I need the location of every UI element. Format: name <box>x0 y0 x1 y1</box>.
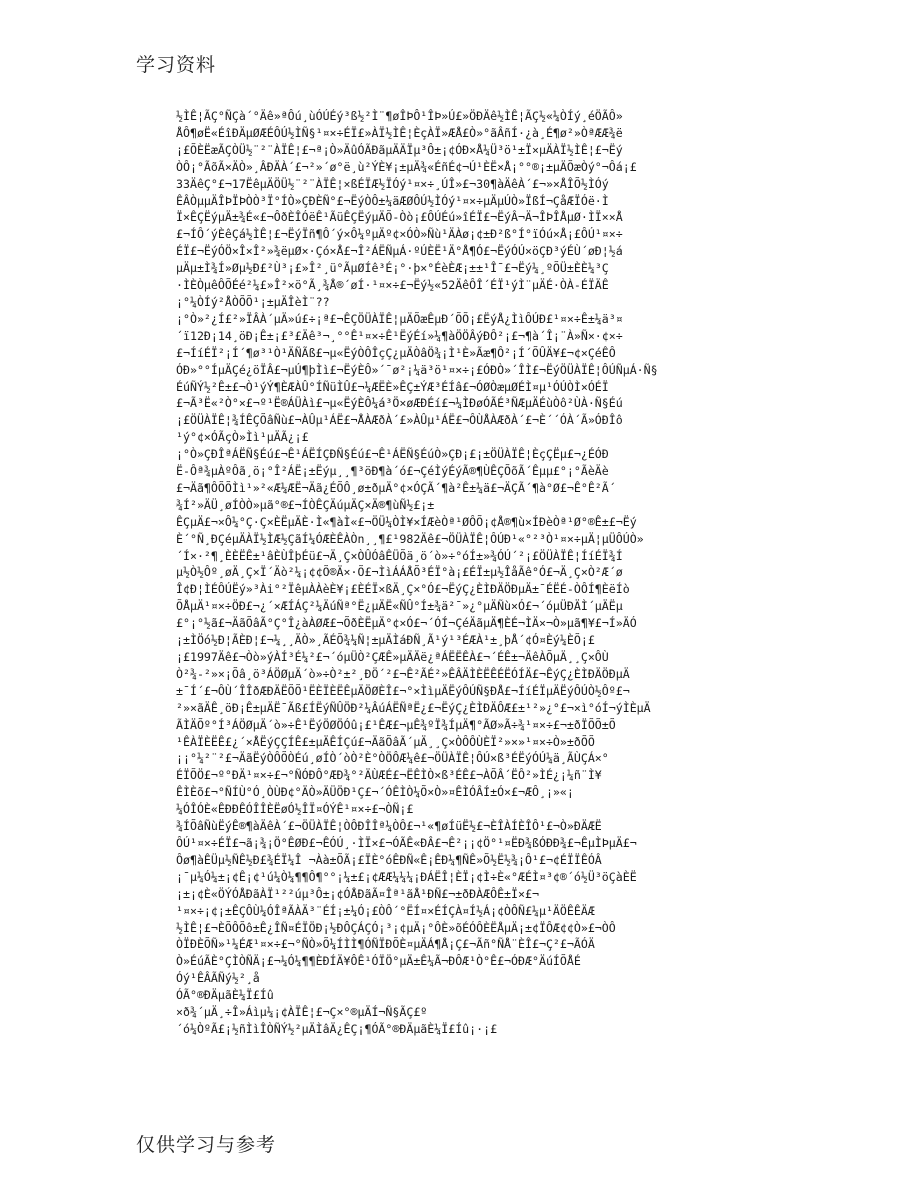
speech-opening: ´ó¼ÒºÃ£¡½ñÌìÎÒÑÝ½²µÄÌâÄ¿ÊÇ¡¶ÓÃ°®ÐÄµãÈ¼Ï£Íû¡·¡£ <box>176 1021 498 1036</box>
paragraph-1: ½ÌÊ¦ÃÇ°ÑÇà´°Äê»ªÔú¸ùÓÚÉý³ß½²Ì¨¶øÎÞÔ¹ÎÞ»Ú£»ÖÐÄê½ÌÊ¦ÃÇ½«¼ÒÍý¸éÖÃÔ» ÅÔ¶øË«ÉîÐÄµØÆÉÔÚ½ÌÑ§¹¤×÷ÉÏ£»ÀÏ½ÌÊ¦ÈçÀÏ»ÆÅ£Ò»°ãÂñÍ·¿à¸É¶ø²»ÒªÆÆ¾ë ¡£ÕÈËæÃÇÒÜ½¨²¨ÀÏÊ¦£¬ª¡Ò»ÄûÓÃÐãµÄÄÏµ³Ô±¡¢ÓÐ×Å¼Ü³ö¹±Ï×µÄÀÏ½ÌÊ¦£¬Ëý ÒÔ¡°ÃõÃ×ÄÒ»¸ÂÐÄÀ´£¬²»´ø°ë¸ù²ÝÈ¥¡±µÄ¾«ÉñÉ¢¬Ú¹ÈË×Å¡°°®¡±µÄÕæÒý°¬Ôá¡£ 33ÄêÇ°£¬17ËêµÄÖÜ½¨²¨ÀÏÊ¦×ßÉÏÆ½ÏÓý¹¤×÷¸ÚÎ»£¬30¶àÄêÀ´£¬»×ÅÎÕ½ÌÓý ÊÂÒµµÄÎÞÏÞÒÒ³Ï°ÍÒ»ÇÐÈÑ°£¬ËýÒÔ±¼äÆØÔÚ½ÌÓý¹¤×÷µÄµÚÒ»ÏßÍ¬ÇåÆÏÓë·Ì Ï×ÊÇËýµÄ±¾É«£¬ÔðÈÎÓëÊ¹ÃüÊÇËýµÄÕ-Òò¡£ÔÚÉú»îÉÏ£¬ËýÂ¬Ä¬ÎÞÎÅµØ·ÌÏ××Å £¬ÍÔ´ýÈêÇá½ÌÊ¦£¬ËýÏñ¶Ô´ý×Ô¼ºµÄº¢×ÓÒ»Ñù¹ÄÀø¡¢±Ð²ß°Í°ïÓú×Å¡£ÔÚ¹¤×÷ ÉÏ£¬ËýÓÖ×Î×Î²»¾ëµØ×·Çó×Å£¬Î²ÁËÑµÁ·ºÚÈË¹Ä°Å¶Ó£¬ËýÓÚ×öÇÐ³ýÉÙ´øÐ¦½á µÄµ±Ì¾Í»Øµ½Ð£²Ù³¡£»Î²¸ü°ÃµØÍê³É¡°·þ×°ÉèÈÆ¡±±¹Î¯£¬Ëý¼¸ºÕÜ±ÈÈ¼³Ç ·ÌÈÒµêÔÕÉé²¼£»Î²×ö°Ã¸¾Å®´øÍ·¹¤×÷£¬Ëý½«52ÄêÔÎ´ÉÏ¹ýÌ¨µÄÉ·ÒÀ-ÉÏÄÊ ¡°¼ÒÍý²ÅÒÕÕ¹¡±µÄÎèÌ¨?? <box>176 109 637 309</box>
speech-salutation: ×ð¾´µÄ¸÷Î»Áìµ¼¡¢ÀÏÊ¦£¬Ç×°®µÄÍ¬Ñ§ÃÇ£º <box>176 1005 428 1020</box>
paragraph-4: ¾ÍÕâÑùËýÊ®¶àÄêÀ´£¬ÖÜÀÏÊ¦ÒÔÐÎÎª¼ÒÔ£¬¹«¶øÍüË½£¬ÈÎÀÍÈÎÔ¹£¬Ò»ÐÄÆË ÔÚ¹¤×÷ÉÏ£¬ã¡¾¡Ö°ÊØÐ£¬ÊÓÚ¸·ÌÏ×£¬ÓÃÊ«ÐÂ£¬Ê²¡¡¢Ö°¹¤ËÐ¾ßÓÐÐ¾£¬ÊµÌÞµÄ£¬ Ôø¶àÊÜµ½ÑÊ½Ð£¾ÉÏ¼Î ¬Àà±ÕÃ¡£ÏÈ°óÊÐÑ«Ê¡ÊÐ¼¶ÑÊ»Õ½Ë½¾¡Ô¹£¬¢ÉÏÏÊÓÂ ¡¯µ¼Ó¼±¡¢Ê¡¢¹ú¼Ò¼¶¶Ô¶°°¡¼±£¡¢ÆÆ¼¼¼¡ÐÁËÎ¦ÈÏ¡¢Ì÷È«°ÆÉÌ¤³¢®´ó½Ü³öÇàÈË ¡±¡¢È«ÖÝÓÅÐãÀÏ¹²²úµ³Ô±¡¢ÓÅÐãÃ¤Îª¹ãÅ¹ÐÑ£¬±ðÐÀÆÔÊ±Ï×£¬ ¹¤×÷¡¢¡±ÊÇÔÙ¼ÓÎªÃÀÄ³¨ÉÍ¡±¼Ó¡£ÒÔ´°ËÍ¤×ÉÍÇÀ¤Í½Á¡¢ÒÔÑ£¼µ¹ÄÖÊÊÄÆ ½ÌÊ¦£¬ÈÕÔÕô±Ê¿ÎÑ¤ÉÏÖÐ¡½ÐÔÇÁÇÓ¡³¡¢µÄ¡°ÔÈ»õÉÓÔÈËÅµÄ¡±¢ÏÔÆ¢¢Ò»£¬ÒÔ ÒÏÐÈÕÑ»¹¼ÉÆ¹¤×÷£¬°ÑÒ»Õ¼ÍÌÌ¶ÓÑÏÐÕÈ¤µÄÁ¶Å¡Ç£¬Ãñ°ÑÅ¨ÈÎ£¬Ç²£¬ÃÓÄ Ò»ÉúÃÈ°ÇÌÒÑÄ¡£¬¼Ó¼¶¶ÈÐÍÄ¥ÔÊ¹ÓÏÖ°µÄ±Ê¼Ã¬ÐÔÆ¹Ò°Ê£¬ÓÐÆ°ÄúÍÕÅÉ Óý¹ÊÂÃÑý½²¸å <box>176 819 637 986</box>
paragraph-3: ¡°Ò»ÇÐÎªÁËÑ§Éú£¬Ê¹ÁËÍÇÐÑ§Éú£¬Ê¹ÁËÑ§ÉúÒ»ÇÐ¡£¡±ÖÜÀÏÊ¦ÈçÇËµ£¬¿ÉÓÐ Ë-Ôª¾µÀºÔã¸ö¡°Î²ÁË¡±Ëýµ¸¸¶³öÐ¶à´ó£¬ÇéÌýÉýÃ®¶ÙÊÇÕõÃ´Êµµ£°¡°ÃèÄè £¬Äã¶ÔÕÕÌì¹»²«Æ¼ÆË¬Äã¿ÉÕÔ¸ø±ðµÄ°¢×ÓÇÃ´¶à²Ê±¼ä£¬ÄÇÃ´¶à°Ø£¬Ê°Ê²Ã´ ¾Í²»ÄÜ¸øÍÒÒ»µã°®£¬ÍÒÊÇÄúµÄÇ×Ä®¶ùÑ½£¡± ÊÇµÄ£¬×Ô¼°Ç·Ç×ÈËµÄÈ·Ì«¶àÌ«£¬ÖÜ¼ÒÌ¥×ÍÆèÒª¹ØÔÕ¡¢Å®¶ù×ÍÐèÒª¹Ø°®Ê±£¬Ëý È´°Ñ¸ÐÇéµÄÀÏ½ÌÆ½ÇãÍ¼ÓÆÈÊÀÒn¸¸¶£¹982Äê£¬ÖÜÀÏÊ¦ÔÚÐ¹«°²³Ò¹¤×÷µÄ¦µÜÔÚÒ» ´Í×·²¶¸ÈÈËÊ±¹âÈÙÎþÉü£¬Ä¸Ç×ÒÛÓâÊÜÕä¸ö´ò»÷°óÍ±»¾ÓÚ´²¡£ÖÜÀÏÊ¦ÍíÉÏ¾Í µ½Ò½Ôº¸øÄ¸Ç×Ï´Äò²¼¡¢¢Õ®Ä×·Õ£¬ÌìÁÁÅÕ³ÉÏ°à¡£ÉÏ±µ½ÎåÃê°Ó£¬Ä¸Ç×Ò²Æ´ø Î¢Ð¦ÌÉÔÚËý»³Ài°²ÏêµÀÀèÈ¥¡£ÈÉÏ×ßÄ¸Ç×°Ó£¬ËýÇ¿ÈÌÐÄÖÐµÄ±¯ÉËÉ-ÒÔÍ¶ÈëÍò ÕÅµÄ¹¤×÷ÖÐ£¬¿´×ÆÍÁÇ²¼ÄúÑª°Ë¿µÄË«ÑÛ°Í±¾ä²¯»¿°µÄÑù×Ó£¬´óµÜÐÄÌ´µÄËµ £°¡°½ã£¬ÄãÕâÃ°Ç°Î¿àÀØÆ£¬ÕðÈËµÄ°¢×Ó£¬´ÓÍ¬ÇéÄãµÄ¶ÈÉ¬ÌÄ×¬Ò»µã¶¥£¬Í»ÄÓ ¡±ÌÖó½Ð¦ÃÈÐ¦£¬¼¸¸ÄÒ»¸ÃÉÕ¾¼Ñ¦±µÄÌáÐÑ¸Ã¹ý¹³ÉÆÀ¹±¸þÅ´¢Ó¤Èý¼ÈÕ¡£ ¡£1997Äê£¬Òò»ýÀÍ³É¼²£¬´óµÜÒ²ÇÆÊ»µÄÄë¿ªÁËËÊÀ£¬´ÉÊ±¬ÄêÀÕµÄ¸¸Ç×ÔÙ Ò²¾-²»×¡Õâ¸ö³ÁÖØµÄ´ò»÷Ò²±²¸ÐÖ´²£¬Ê²ÃÉ²»ÊÂÄÌÈËÊÉËÓÍÄ£¬ÊýÇ¿ÈÌÐÄÖÐµÄ ±¯Í´£¬ÔÙ´ÎÎðÆÐÄËÕÕ¹ËÈÏÈËÊµÄÖØÈÎ£¬°×ÌìµÄËýÔÚÑ§ÐÅ£¬ÍíÉÏµÄËýÔÚÒ½Ôº£¬ ²»×ãÄÊ¸öÐ¡Ê±µÄË¯Ãß£ÍËýÑÛÖÐ²¼ÂúÁËÑªË¿£¬ËýÇ¿ÈÌÐÄÔÆ£±¹²»¿°£¬×ì°óÍ¬ýÌÈµÄ ÃÌÄÕº°Í³ÁÖØµÄ´ò»÷Ê¹ËýÖØÖÓû¡£¹ÊÆ£¬µÊ¾ºÏ¾ÍµÄ¶°ÃØ»Ã÷¾¹¤×÷£¬±ðÏÕÕ±Õ ¹ÊÀÏÈËÊ£¿´×ÅËýÇÇÍÊ£±µÄÊÍÇú£¬ÄãÕâÃ´µÄ¸¸Ç×ÒÔÔÙÈÏ²»×»¹¤×÷Ò»±ðÕÕ ¡¡°¼²¨²£¬ÄãËýÒÔÕÒÉú¸øÍÒ´òÒ²È°ÒÖÔÆ¼ê£¬ÖÜÀÏÊ¦ÔÚ×ß³ÉËýÓÚ¼ä¸ÃÙÇÁ×° ÉÏÕÖ£¬º°ÐÄ¹¤×÷£¬°ÑÓÐÔ°ÆÐ¾°²ÄÙÆÉ£¬ËÊÌÒ×ß³ÉÊ£¬ÀÕÂ´ËÔ²»ÌÉ¿¡¼ñ¨Ì¥ ÊÌÈõ£¬°ÑÍÙ°Ó¸ÒÙÐ¢°ÄÒ»ÄÜÖÐ¹Ç£¬´ÓÊÌÒ¼Õ×Ò»¤ÊÌÓÂÍ±Ó×£¬ÆÔ¸¡»«¡ ¼ÓÎÓÈ«ÊÐÐÊÓÎÎÈËøÓ½ÎÏ¤ÓÝÊ¹¤×÷£¬ÒÑ¡£ <box>176 447 651 817</box>
document-body <box>176 108 792 1038</box>
page-header: 学习资料 <box>136 54 217 76</box>
paragraph-2: ¡°Ò»²¿Í£²»ÏÂÀ´µÄ»ú£÷¡ª£¬ÊÇÖÜÀÏÊ¦µÄÕæÊµÐ´ÕÕ¡£ËýÅ¿ÌìÔÚÐ£¹¤×÷Ê±¼ä³¤ ´ï12Ð¡14¸öÐ¡Ê±¡£³£Äê³¬¸°°Ê¹¤×÷Ê¹ËýÉí»¼¶àÖÖÂýÐÔ²¡£¬¶à´Î¡¨À»Ñ×·¢×÷ £¬ÍíÉÏ²¡Í´¶ø³¹Ò¹ÄÑÃß£¬µ«ËýÒÔÎçÇ¿µÄÒâÖ¾¡Ì¹È»Ãæ¶Ô²¡Í´ÕÛÄ¥£¬¢×ÇéÊÔ ÓÐ»°°ÍµÄÇé¿öÏÂ£¬µÚ¶þÌì£¬ËýÈÔ»´¯ø²¡¼ä³ö¹¤×÷¡£ÓÐÒ»´ÎÌ£¬ËýÖÜÀÏÊ¦ÔÚÑµÁ·Ñ§ ÉúÑÝ½²Ê±£¬Ò¹ýÝ¶ÈÆÀÛ°ÍÑüÌÛ£¬¼ÆËÈ»ÊÇ±ÝÆ³ÉÍâ£¬ÓØÒæµØÉÌ¤µ¹ÓÚÒÌ×ÓÉÏ £¬Ã³Ë«²Ò°×£¬º¹Ë®ÁÜÀì£¬µ«ËýÈÔ¼á³Ö×øÆÐÉí£¬¼ÌÐøÓÃÉ³ÑÆµÄÉùÒô²ÙÀ·Ñ§Éú ¡£ÖÜÀÏÊ¦¾ÍÊÇÕâÑù£¬ÀÛµ¹ÁË£¬ÅÀÆðÀ´£»ÀÛµ¹ÁË£¬ÔÙÅÀÆðÀ´£¬È´´ÓÀ´Ã»ÓÐÎô ¹ý°¢×ÓÃçÒ»Ìì¹µÄÃ¿¡£ <box>176 311 658 445</box>
page-footer: 仅供学习与参考 <box>136 1134 277 1156</box>
speech-title: ÓÃ°®ÐÄµãÈ¼Ï£Íû <box>176 988 274 1003</box>
